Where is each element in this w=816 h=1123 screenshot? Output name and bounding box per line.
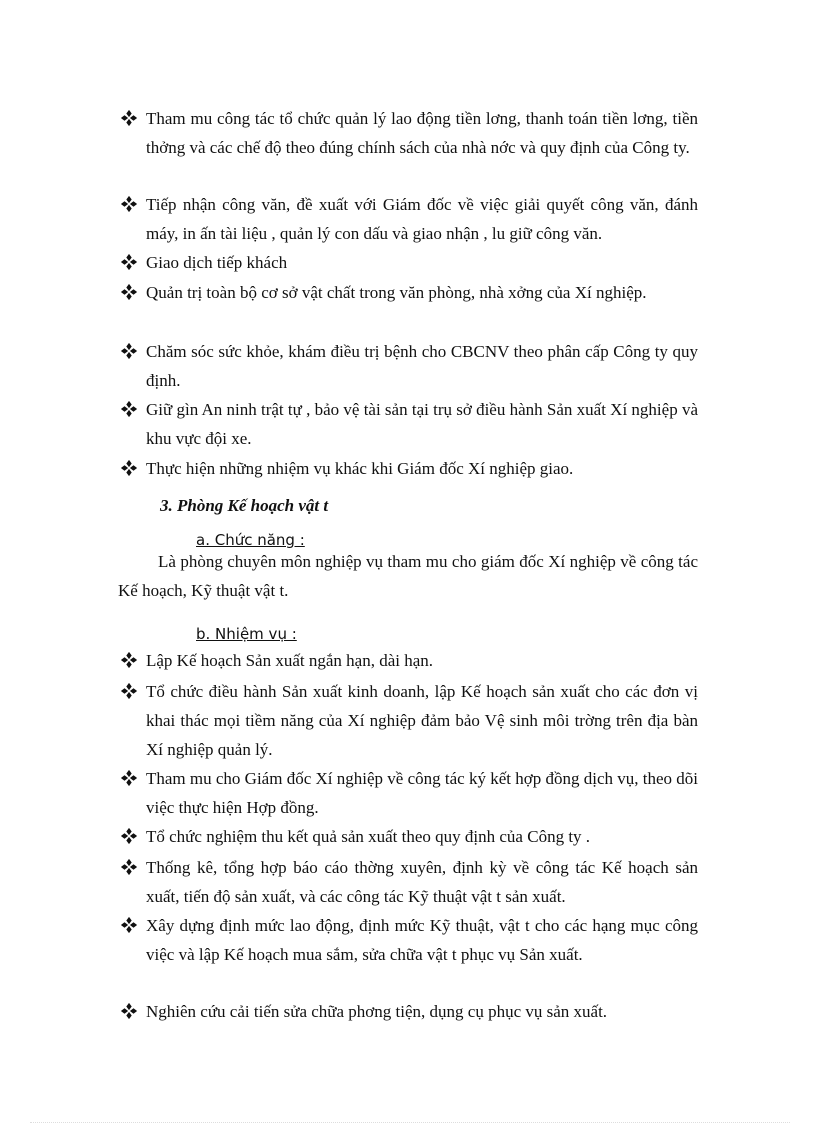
- list-item-text: Tổ chức điều hành Sản xuất kinh doanh, lập Kế hoạch sản xuất cho các đơn vị khai thác mọi tiềm năng của Xí nghiệp đảm bảo Vệ sinh môi trờng trên địa bàn Xí nghiệp quản lý.: [146, 682, 698, 759]
- list-item-text: Giữ gìn An ninh trật tự , bảo vệ tài sản tại trụ sở điều hành Sản xuất Xí nghiệp và khu vực đội xe.: [146, 400, 698, 448]
- list-item-text: Tham mu cho Giám đốc Xí nghiệp về công tác ký kết hợp đồng dịch vụ, theo dõi việc thực hiện Hợp đồng.: [146, 769, 698, 817]
- list-item: [120, 104, 698, 162]
- list-item-text: Tham mu công tác tổ chức quản lý lao động tiền lơng, thanh toán tiền lơng, tiền thởng và các chế độ theo đúng chính sách của nhà nớc và quy định của Công ty.: [146, 109, 698, 157]
- list-item: [120, 248, 698, 277]
- diamond-bullet-icon: [120, 682, 138, 700]
- list-item-text: Quản trị toàn bộ cơ sở vật chất trong văn phòng, nhà xởng của Xí nghiệp.: [146, 283, 647, 302]
- list-item: [120, 764, 698, 822]
- list-item-text: Giao dịch tiếp khách: [146, 253, 288, 272]
- diamond-bullet-icon: [120, 459, 138, 477]
- duties-heading: b. Nhiệm vụ :: [196, 625, 297, 643]
- diamond-bullet-icon: [120, 253, 138, 271]
- list-item-text: Xây dựng định mức lao động, định mức Kỹ thuật, vật t cho các hạng mục công việc và lập Kế hoạch mua sắm, sửa chữa vật t phục vụ Sản xuất.: [146, 916, 698, 964]
- diamond-bullet-icon: [120, 109, 138, 127]
- list-item: [120, 190, 698, 248]
- list-item: [120, 853, 698, 911]
- diamond-bullet-icon: [120, 827, 138, 845]
- list-item-text: Tổ chức nghiệm thu kết quả sản xuất theo quy định của Công ty .: [146, 827, 591, 846]
- list-item: [120, 997, 698, 1026]
- function-heading: a. Chức năng :: [196, 531, 305, 549]
- list-item-text: Chăm sóc sức khỏe, khám điều trị bệnh cho CBCNV theo phân cấp Công ty quy định.: [146, 342, 698, 390]
- diamond-bullet-icon: [120, 769, 138, 787]
- list-item: [120, 454, 698, 483]
- list-item: [120, 646, 698, 675]
- diamond-bullet-icon: [120, 1002, 138, 1020]
- diamond-bullet-icon: [120, 342, 138, 360]
- list-item: [120, 822, 698, 851]
- list-item: [120, 337, 698, 395]
- diamond-bullet-icon: [120, 283, 138, 301]
- section-title: 3. Phòng Kế hoạch vật t: [160, 496, 329, 515]
- list-item: [120, 278, 698, 307]
- list-item-text: Lập Kế hoạch Sản xuất ngắn hạn, dài hạn.: [146, 651, 434, 670]
- list-item: [120, 677, 698, 764]
- diamond-bullet-icon: [120, 400, 138, 418]
- list-item-text: Tiếp nhận công văn, đề xuất với Giám đốc về việc giải quyết công văn, đánh máy, in ấn tài liệu , quản lý con dấu và giao nhận , lu giữ công văn.: [146, 195, 698, 243]
- function-paragraph: Là phòng chuyên môn nghiệp vụ tham mu cho giám đốc Xí nghiệp về công tác Kế hoạch, Kỹ thuật vật t.: [118, 552, 698, 600]
- diamond-bullet-icon: [120, 651, 138, 669]
- list-item-text: Thực hiện những nhiệm vụ khác khi Giám đốc Xí nghiệp giao.: [146, 459, 574, 478]
- list-item: [120, 395, 698, 453]
- list-item: [120, 911, 698, 969]
- list-item-text: Nghiên cứu cải tiến sửa chữa phơng tiện, dụng cụ phục vụ sản xuất.: [146, 1002, 608, 1021]
- diamond-bullet-icon: [120, 916, 138, 934]
- diamond-bullet-icon: [120, 195, 138, 213]
- diamond-bullet-icon: [120, 858, 138, 876]
- list-item-text: Thống kê, tổng hợp báo cáo thờng xuyên, định kỳ về công tác Kế hoạch sản xuất, tiến độ sản xuất, và các công tác Kỹ thuật vật t sản xuất.: [146, 858, 698, 906]
